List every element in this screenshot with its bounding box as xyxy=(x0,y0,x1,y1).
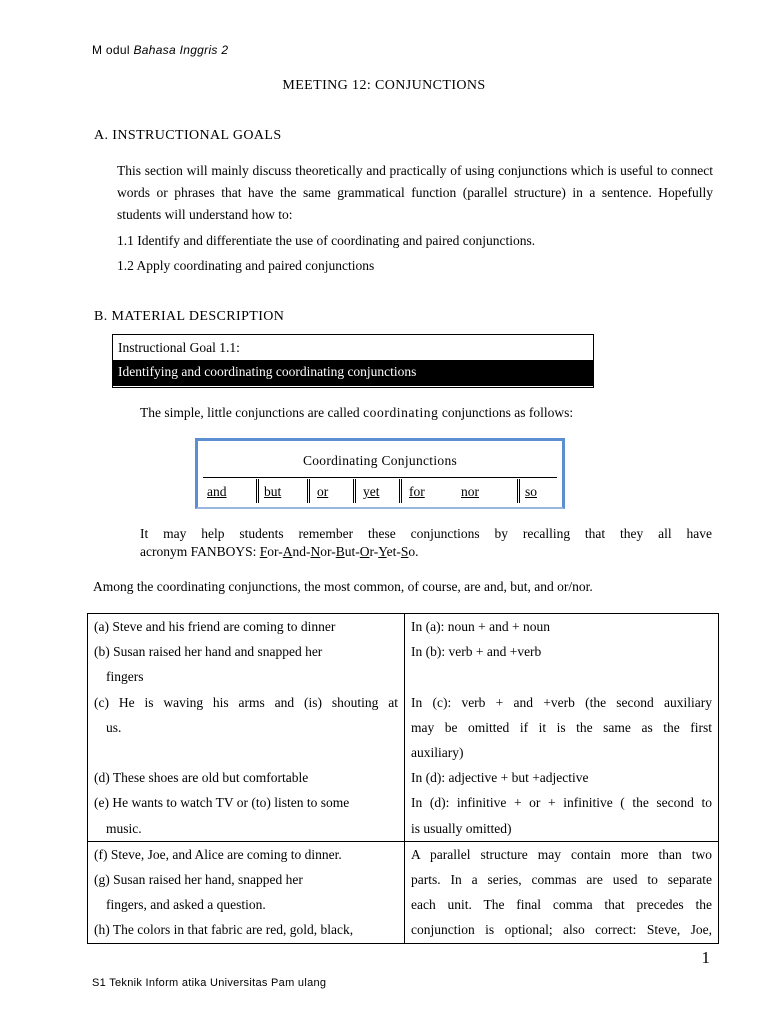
explanation-line xyxy=(411,664,712,689)
explanation-line: In (b): verb + and +verb xyxy=(411,644,542,660)
explanation-line: each unit. The final comma that precedes the xyxy=(411,897,712,913)
example-line xyxy=(94,740,398,765)
instructional-goal-box xyxy=(112,334,594,388)
fanboys-letter: F xyxy=(259,544,268,559)
running-header xyxy=(92,43,228,57)
explanation-line: may be omitted if it is the same as the first xyxy=(411,719,712,735)
fanboys-letter: S xyxy=(400,544,409,559)
explanation-line: conjunction is optional; also correct: Steve, Joe, xyxy=(411,922,712,938)
examples-cell-right xyxy=(405,614,719,842)
conjunction-word: but xyxy=(264,484,282,499)
header-course: Bahasa Inggris 2 xyxy=(133,43,229,57)
explanation-line: In (d): adjective + but +adjective xyxy=(411,770,589,786)
fanboys-rest: et- xyxy=(386,544,401,559)
fanboys-rest: or- xyxy=(267,544,283,559)
fanboys-rest: r- xyxy=(369,544,379,559)
explanation-line: A parallel structure may contain more than two xyxy=(411,846,712,862)
examples-cell-left xyxy=(88,841,405,943)
examples-cell-right xyxy=(405,841,719,943)
cc-box-title: Coordinating Conjunctions xyxy=(302,453,458,468)
fanboys-text: It may help students remember these conjunctions by recalling that they all have xyxy=(140,526,712,541)
goal-box-label: Instructional Goal 1.1: xyxy=(118,340,240,355)
goal-box-subtitle: Identifying and coordinating coordinating conjunctions xyxy=(113,360,593,386)
conjunction-word: or xyxy=(317,484,329,499)
explanation-line: auxiliary) xyxy=(411,745,464,761)
example-line: fingers, and asked a question. xyxy=(106,897,266,913)
running-footer: S1 Teknik Inform atika Universitas Pam ulang xyxy=(92,977,327,989)
example-line: (g) Susan raised her hand, snapped her xyxy=(94,872,303,888)
example-line: (a) Steve and his friend are coming to dinner xyxy=(94,619,336,634)
example-line: (h) The colors in that fabric are red, gold, black, xyxy=(94,922,354,938)
conjunction-word: for xyxy=(409,484,425,499)
examples-cell-left xyxy=(88,614,405,842)
example-line: music. xyxy=(106,820,142,836)
conjunction-word: and xyxy=(207,484,227,499)
conjunction-word: yet xyxy=(363,484,380,499)
among-text: Among the coordinating conjunctions, the most common, of course, are and, but, and or/nor. xyxy=(93,579,593,594)
page-title: MEETING 12: CONJUNCTIONS xyxy=(282,78,486,93)
goal-item: 1.2 Apply coordinating and paired conjunctions xyxy=(117,258,375,273)
example-line: (c) He is waving his arms and (is) shouting at xyxy=(94,694,398,710)
coordinating-intro xyxy=(140,405,573,421)
fanboys-rest: nd- xyxy=(292,544,311,559)
cc-divider-bar xyxy=(307,479,310,503)
page-number: 1 xyxy=(701,948,710,967)
header-prefix: M odul xyxy=(92,43,134,57)
explanation-line: parts. In a series, commas are used to separate xyxy=(411,872,712,888)
examples-table xyxy=(87,613,719,944)
fanboys-rest: ut- xyxy=(344,544,360,559)
fanboys-letter: N xyxy=(310,544,321,559)
section-b-heading: B. MATERIAL DESCRIPTION xyxy=(94,309,285,324)
intro-after: conjunctions as follows: xyxy=(438,405,574,420)
conjunction-word: nor xyxy=(461,484,479,499)
fanboys-rest: o. xyxy=(408,544,419,559)
explanation-line: In (c): verb + and +verb (the second auxiliary xyxy=(411,694,712,710)
section-a-paragraph: This section will mainly discuss theoretically and practically of using conjunctions which is useful to connect words or phrases that have the same grammatical function (parallel structure) in a sentence. Hopefully students will understand how to: xyxy=(117,163,713,222)
fanboys-letter: B xyxy=(335,544,345,559)
explanation-line: is usually omitted) xyxy=(411,820,512,836)
intro-term: coordinating xyxy=(363,405,439,420)
intro-before: The simple, little conjunctions are called xyxy=(140,405,364,420)
fanboys-letter: Y xyxy=(378,544,387,559)
explanation-line: In (d): infinitive + or + infinitive ( the second to xyxy=(411,795,712,811)
goal-item: 1.1 Identify and differentiate the use of coordinating and paired conjunctions. xyxy=(117,233,536,248)
section-a-heading: A. INSTRUCTIONAL GOALS xyxy=(94,128,282,143)
cc-divider-bar xyxy=(256,479,259,503)
cc-divider-bar xyxy=(353,479,356,503)
cc-divider-bar xyxy=(517,479,520,503)
fanboys-acronym xyxy=(140,544,419,560)
conjunction-word: so xyxy=(525,484,538,499)
example-line: (b) Susan raised her hand and snapped her xyxy=(94,644,323,660)
fanboys-prefix: acronym FANBOYS: xyxy=(140,544,260,559)
example-line: (f) Steve, Joe, and Alice are coming to dinner. xyxy=(94,846,342,862)
fanboys-letter: A xyxy=(282,544,293,559)
example-line: (d) These shoes are old but comfortable xyxy=(94,770,309,786)
cc-divider-bar xyxy=(399,479,402,503)
fanboys-rest: or- xyxy=(320,544,336,559)
fanboys-letter: O xyxy=(359,544,370,559)
table-row xyxy=(88,841,719,943)
example-line: fingers xyxy=(106,669,144,685)
example-line: (e) He wants to watch TV or (to) listen to some xyxy=(94,795,350,811)
coordinating-conjunctions-box xyxy=(195,438,565,509)
explanation-line: In (a): noun + and + noun xyxy=(411,619,550,634)
cc-box-divider xyxy=(203,477,557,478)
example-line: us. xyxy=(106,719,122,735)
table-row xyxy=(88,614,719,842)
